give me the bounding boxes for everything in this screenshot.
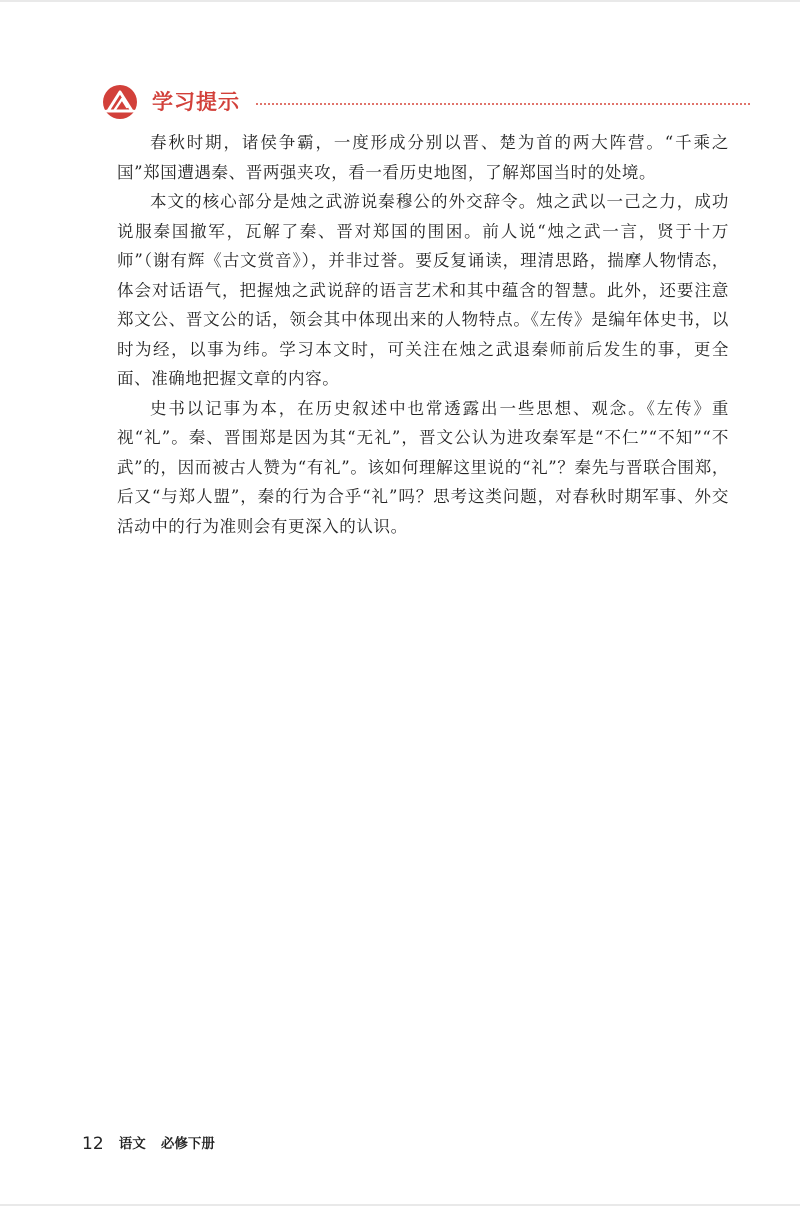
volume-name: 必修下册 xyxy=(160,1136,215,1152)
page-top-edge xyxy=(0,0,800,2)
page-footer xyxy=(82,1132,215,1156)
page-number: 12 xyxy=(82,1134,104,1154)
triangle-emblem-icon xyxy=(102,84,138,120)
study-tips-body xyxy=(117,128,729,541)
section-divider xyxy=(256,103,750,105)
section-header xyxy=(102,84,750,124)
section-title: 学习提示 xyxy=(152,90,240,114)
book-name: 语文 xyxy=(118,1136,146,1152)
paragraph-core-content: 本文的核心部分是烛之武游说秦穆公的外交辞令。烛之武以一己之力，成功说服秦国撤军，瓦解了秦、晋对郑国的围困。前人说“烛之武一言，贤于十万师”（谢有辉《古文赏音》），并非过誉。要反复诵读，理清思路，揣摩人物情态，体会对话语气，把握烛之武说辞的语言艺术和其中蕴含的智慧。此外，还要注意郑文公、晋文公的话，领会其中体现出来的人物特点。《左传》是编年体史书，以时为经，以事为纬。学习本文时，可关注在烛之武退秦师前后发生的事，更全面、准确地把握文章的内容。 xyxy=(117,192,729,388)
paragraph-thinking: 史书以记事为本，在历史叙述中也常透露出一些思想、观念。《左传》重视“礼”。秦、晋围郑是因为其“无礼”，晋文公认为进攻秦军是“不仁”“不知”“不武”的，因而被古人赞为“有礼”。该如何理解这里说的“礼”？秦先与晋联合围郑，后又“与郑人盟”，秦的行为合乎“礼”吗？思考这类问题，对春秋时期军事、外交活动中的行为准则会有更深入的认识。 xyxy=(117,398,729,536)
paragraph-background: 春秋时期，诸侯争霸，一度形成分别以晋、楚为首的两大阵营。“千乘之国”郑国遭遇秦、晋两强夹攻，看一看历史地图，了解郑国当时的处境。 xyxy=(117,133,729,182)
